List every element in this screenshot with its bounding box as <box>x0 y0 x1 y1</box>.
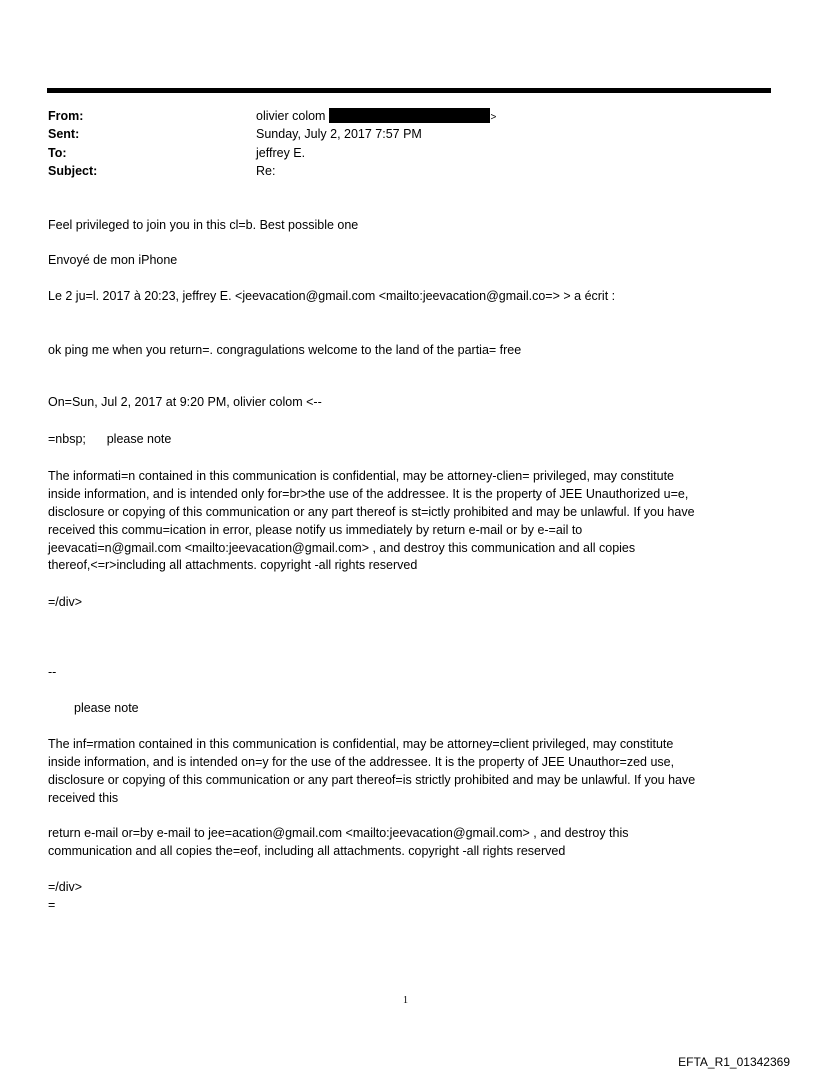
disclaimer-1-line-3: disclosure or copying of this communication or any part thereof is st=ictly prohibited and may be unlawful. If you have <box>48 505 695 519</box>
disclaimer-2-line-3: disclosure or copying of this communication or any part thereof=is strictly prohibited and may be unlawful. If you have <box>48 773 696 787</box>
body-line-equals: = <box>48 898 56 912</box>
disclaimer-1-line-4: received this commu=ication in error, please notify us immediately by return e-mail or by e-=ail to <box>48 523 583 537</box>
disclaimer-3-line-1: return e-mail or=by e-mail to jee=acation@gmail.com <mailto:jeevacation@gmail.com> , and destroy this <box>48 826 629 840</box>
sent-value: Sunday, July 2, 2017 7:57 PM <box>256 127 422 141</box>
to-label: To: <box>48 146 67 160</box>
body-line-nbsp-note: =nbsp; please note <box>48 432 172 446</box>
disclaimer-1-line-6: thereof,<=r>including all attachments. copyright -all rights reserved <box>48 558 418 572</box>
disclaimer-1-line-1: The informati=n contained in this communication is confidential, may be attorney-clien= privileged, may constitute <box>48 469 675 483</box>
page-number: 1 <box>403 995 408 1006</box>
from-label: From: <box>48 109 84 123</box>
body-line-div-close-2: =/div> <box>48 880 83 894</box>
header-divider <box>47 88 771 93</box>
from-value <box>256 107 496 127</box>
body-line-signature: Envoyé de mon iPhone <box>48 253 178 267</box>
subject-label: Subject: <box>48 164 98 178</box>
sender-name: olivier colom <box>256 109 326 123</box>
body-line-div-close-1: =/div> <box>48 595 83 609</box>
disclaimer-2-line-4: received this <box>48 791 119 805</box>
body-line-on-date: On=Sun, Jul 2, 2017 at 9:20 PM, olivier colom <-- <box>48 395 322 409</box>
bates-number: EFTA_R1_01342369 <box>678 1055 790 1069</box>
disclaimer-2-line-1: The inf=rmation contained in this communication is confidential, may be attorney=client privileged, may constitute <box>48 737 674 751</box>
disclaimer-1-line-5: jeevacati=n@gmail.com <mailto:jeevacation@gmail.com> , and destroy this communication and all copies <box>48 541 636 555</box>
body-line-quote-intro: Le 2 ju=l. 2017 à 20:23, jeffrey E. <jeevacation@gmail.com <mailto:jeevacation@gmail.co=> > a écrit : <box>48 289 616 303</box>
to-value: jeffrey E. <box>256 146 306 160</box>
disclaimer-3-line-2: communication and all copies the=eof, including all attachments. copyright -all rights reserved <box>48 844 566 858</box>
body-line-separator: -- <box>48 665 57 679</box>
body-line-reply: Feel privileged to join you in this cl=b. Best possible one <box>48 218 359 232</box>
from-tail: > <box>490 112 497 123</box>
subject-value: Re: <box>256 164 276 178</box>
sent-label: Sent: <box>48 127 80 141</box>
disclaimer-2-line-2: inside information, and is intended on=y for the use of the addressee. It is the property of JEE Unauthor=zed use, <box>48 755 675 769</box>
disclaimer-1-line-2: inside information, and is intended only for=br>the use of the addressee. It is the property of JEE Unauthorized u=e, <box>48 487 689 501</box>
body-line-please-note: please note <box>74 701 139 715</box>
redaction-box <box>329 108 490 123</box>
body-line-ping: ok ping me when you return=. congragulations welcome to the land of the partia= free <box>48 343 522 357</box>
